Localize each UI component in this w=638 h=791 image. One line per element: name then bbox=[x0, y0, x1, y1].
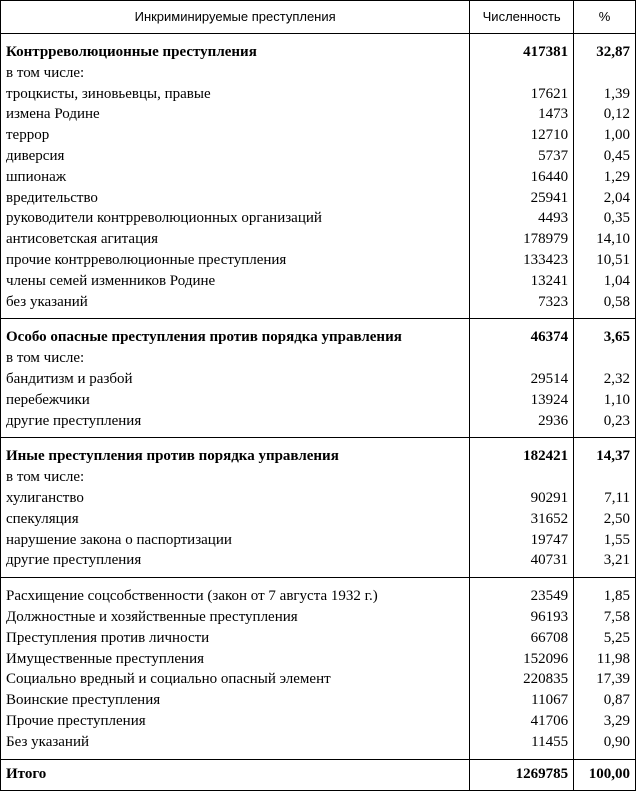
including-label: в том числе: bbox=[1, 63, 470, 84]
cell-count: 31652 bbox=[470, 509, 574, 530]
table-row bbox=[1, 292, 636, 319]
cell-percent: 1,00 bbox=[603, 127, 630, 144]
cell-percent: 1,29 bbox=[603, 168, 630, 185]
cell-count: 178979 bbox=[470, 229, 574, 250]
cell-percent: 3,21 bbox=[603, 552, 630, 569]
cell-name: Без указаний bbox=[1, 732, 470, 759]
group-title-row bbox=[1, 438, 636, 467]
cell-name: Контрреволюционные преступления bbox=[1, 34, 470, 63]
table-row bbox=[1, 188, 636, 209]
table-row bbox=[1, 84, 636, 105]
cell-name: диверсия bbox=[1, 146, 470, 167]
cell-percent: 10,51 bbox=[596, 251, 630, 268]
cell-name: хулиганство bbox=[1, 488, 470, 509]
cell-name: прочие контрреволюционные преступления bbox=[1, 250, 470, 271]
table-row bbox=[1, 208, 636, 229]
cell-percent: 0,58 bbox=[603, 293, 630, 310]
table-row bbox=[1, 530, 636, 551]
cell-count: 1473 bbox=[470, 104, 574, 125]
cell-count: 46374 bbox=[470, 319, 574, 348]
cell-name: измена Родине bbox=[1, 104, 470, 125]
table-row bbox=[1, 578, 636, 607]
cell-name: другие преступления bbox=[1, 411, 470, 438]
table-row bbox=[1, 250, 636, 271]
cell-percent: 0,87 bbox=[603, 692, 630, 709]
table-row bbox=[1, 628, 636, 649]
cell-count: 220835 bbox=[470, 669, 574, 690]
cell-percent: 3,65 bbox=[574, 319, 636, 348]
header-percent: % bbox=[574, 1, 636, 34]
header-crimes: Инкриминируемые преступления bbox=[1, 1, 470, 34]
empty-cell bbox=[470, 63, 574, 84]
cell-count: 25941 bbox=[470, 188, 574, 209]
cell-percent: 0,45 bbox=[603, 147, 630, 164]
group-title-row bbox=[1, 319, 636, 348]
cell-percent: 1,10 bbox=[603, 391, 630, 408]
cell-percent: 14,37 bbox=[574, 438, 636, 467]
empty-cell bbox=[470, 348, 574, 369]
cell-name: террор bbox=[1, 125, 470, 146]
cell-percent: 7,58 bbox=[603, 608, 630, 625]
empty-cell bbox=[574, 348, 636, 369]
cell-name: Итого bbox=[1, 759, 470, 790]
table-body bbox=[1, 34, 636, 791]
cell-count: 4493 bbox=[470, 208, 574, 229]
cell-name: перебежчики bbox=[1, 390, 470, 411]
cell-name: Социально вредный и социально опасный элемент bbox=[1, 669, 470, 690]
cell-count: 40731 bbox=[470, 550, 574, 577]
cell-count: 23549 bbox=[470, 578, 574, 607]
including-row bbox=[1, 63, 636, 84]
header-count: Численность bbox=[470, 1, 574, 34]
table-row bbox=[1, 488, 636, 509]
cell-percent: 14,10 bbox=[596, 231, 630, 248]
cell-percent: 5,25 bbox=[603, 629, 630, 646]
table-row bbox=[1, 167, 636, 188]
cell-count: 152096 bbox=[470, 649, 574, 670]
cell-count: 90291 bbox=[470, 488, 574, 509]
empty-cell bbox=[470, 467, 574, 488]
cell-name: Особо опасные преступления против порядка управления bbox=[1, 319, 470, 348]
cell-percent: 0,35 bbox=[603, 210, 630, 227]
cell-count: 182421 bbox=[470, 438, 574, 467]
including-row bbox=[1, 348, 636, 369]
cell-percent: 100,00 bbox=[574, 759, 636, 790]
table-row bbox=[1, 607, 636, 628]
table-row bbox=[1, 411, 636, 438]
cell-percent: 3,29 bbox=[603, 712, 630, 729]
table-row bbox=[1, 229, 636, 250]
table-row bbox=[1, 649, 636, 670]
cell-percent: 1,04 bbox=[603, 272, 630, 289]
cell-name: Прочие преступления bbox=[1, 711, 470, 732]
table-row bbox=[1, 146, 636, 167]
cell-percent: 1,85 bbox=[574, 578, 636, 607]
cell-count: 29514 bbox=[470, 369, 574, 390]
cell-count: 2936 bbox=[470, 411, 574, 438]
cell-count: 96193 bbox=[470, 607, 574, 628]
cell-percent: 1,39 bbox=[603, 85, 630, 102]
cell-count: 16440 bbox=[470, 167, 574, 188]
cell-count: 13241 bbox=[470, 271, 574, 292]
table-row bbox=[1, 369, 636, 390]
empty-cell bbox=[574, 467, 636, 488]
cell-name: спекуляция bbox=[1, 509, 470, 530]
cell-percent: 0,12 bbox=[603, 106, 630, 123]
table-row bbox=[1, 125, 636, 146]
cell-count: 5737 bbox=[470, 146, 574, 167]
cell-count: 11067 bbox=[470, 690, 574, 711]
cell-name: троцкисты, зиновьевцы, правые bbox=[1, 84, 470, 105]
table-row bbox=[1, 271, 636, 292]
cell-name: Имущественные преступления bbox=[1, 649, 470, 670]
cell-name: бандитизм и разбой bbox=[1, 369, 470, 390]
cell-percent: 32,87 bbox=[574, 34, 636, 63]
table-row bbox=[1, 390, 636, 411]
cell-count: 12710 bbox=[470, 125, 574, 146]
cell-name: Должностные и хозяйственные преступления bbox=[1, 607, 470, 628]
cell-name: вредительство bbox=[1, 188, 470, 209]
cell-name: Расхищение соцсобственности (закон от 7 августа 1932 г.) bbox=[1, 578, 470, 607]
cell-percent: 2,32 bbox=[603, 370, 630, 387]
table-row bbox=[1, 509, 636, 530]
cell-count: 7323 bbox=[470, 292, 574, 319]
including-row bbox=[1, 467, 636, 488]
cell-percent: 17,39 bbox=[596, 671, 630, 688]
cell-percent: 0,23 bbox=[603, 412, 630, 429]
table-row bbox=[1, 711, 636, 732]
cell-count: 13924 bbox=[470, 390, 574, 411]
cell-count: 11455 bbox=[470, 732, 574, 759]
group-title-row bbox=[1, 34, 636, 63]
cell-name: руководители контрреволюционных организаций bbox=[1, 208, 470, 229]
total-row bbox=[1, 759, 636, 790]
including-label: в том числе: bbox=[1, 467, 470, 488]
table-row bbox=[1, 669, 636, 690]
table-row bbox=[1, 550, 636, 577]
header-row bbox=[1, 1, 636, 34]
cell-name: другие преступления bbox=[1, 550, 470, 577]
cell-percent: 11,98 bbox=[596, 650, 630, 667]
empty-cell bbox=[574, 63, 636, 84]
cell-percent: 2,50 bbox=[603, 510, 630, 527]
cell-percent: 1,55 bbox=[603, 531, 630, 548]
cell-count: 41706 bbox=[470, 711, 574, 732]
table-row bbox=[1, 732, 636, 759]
cell-percent: 7,11 bbox=[604, 489, 630, 506]
cell-percent: 0,90 bbox=[603, 733, 630, 750]
cell-count: 17621 bbox=[470, 84, 574, 105]
cell-name: без указаний bbox=[1, 292, 470, 319]
cell-name: антисоветская агитация bbox=[1, 229, 470, 250]
table-row bbox=[1, 690, 636, 711]
cell-count: 417381 bbox=[470, 34, 574, 63]
cell-name: шпионаж bbox=[1, 167, 470, 188]
cell-name: Иные преступления против порядка управления bbox=[1, 438, 470, 467]
cell-name: члены семей изменников Родине bbox=[1, 271, 470, 292]
cell-percent: 2,04 bbox=[603, 189, 630, 206]
cell-count: 66708 bbox=[470, 628, 574, 649]
cell-count: 133423 bbox=[470, 250, 574, 271]
cell-name: Воинские преступления bbox=[1, 690, 470, 711]
cell-name: Преступления против личности bbox=[1, 628, 470, 649]
cell-name: нарушение закона о паспортизации bbox=[1, 530, 470, 551]
table-row bbox=[1, 104, 636, 125]
cell-count: 1269785 bbox=[470, 759, 574, 790]
including-label: в том числе: bbox=[1, 348, 470, 369]
cell-count: 19747 bbox=[470, 530, 574, 551]
